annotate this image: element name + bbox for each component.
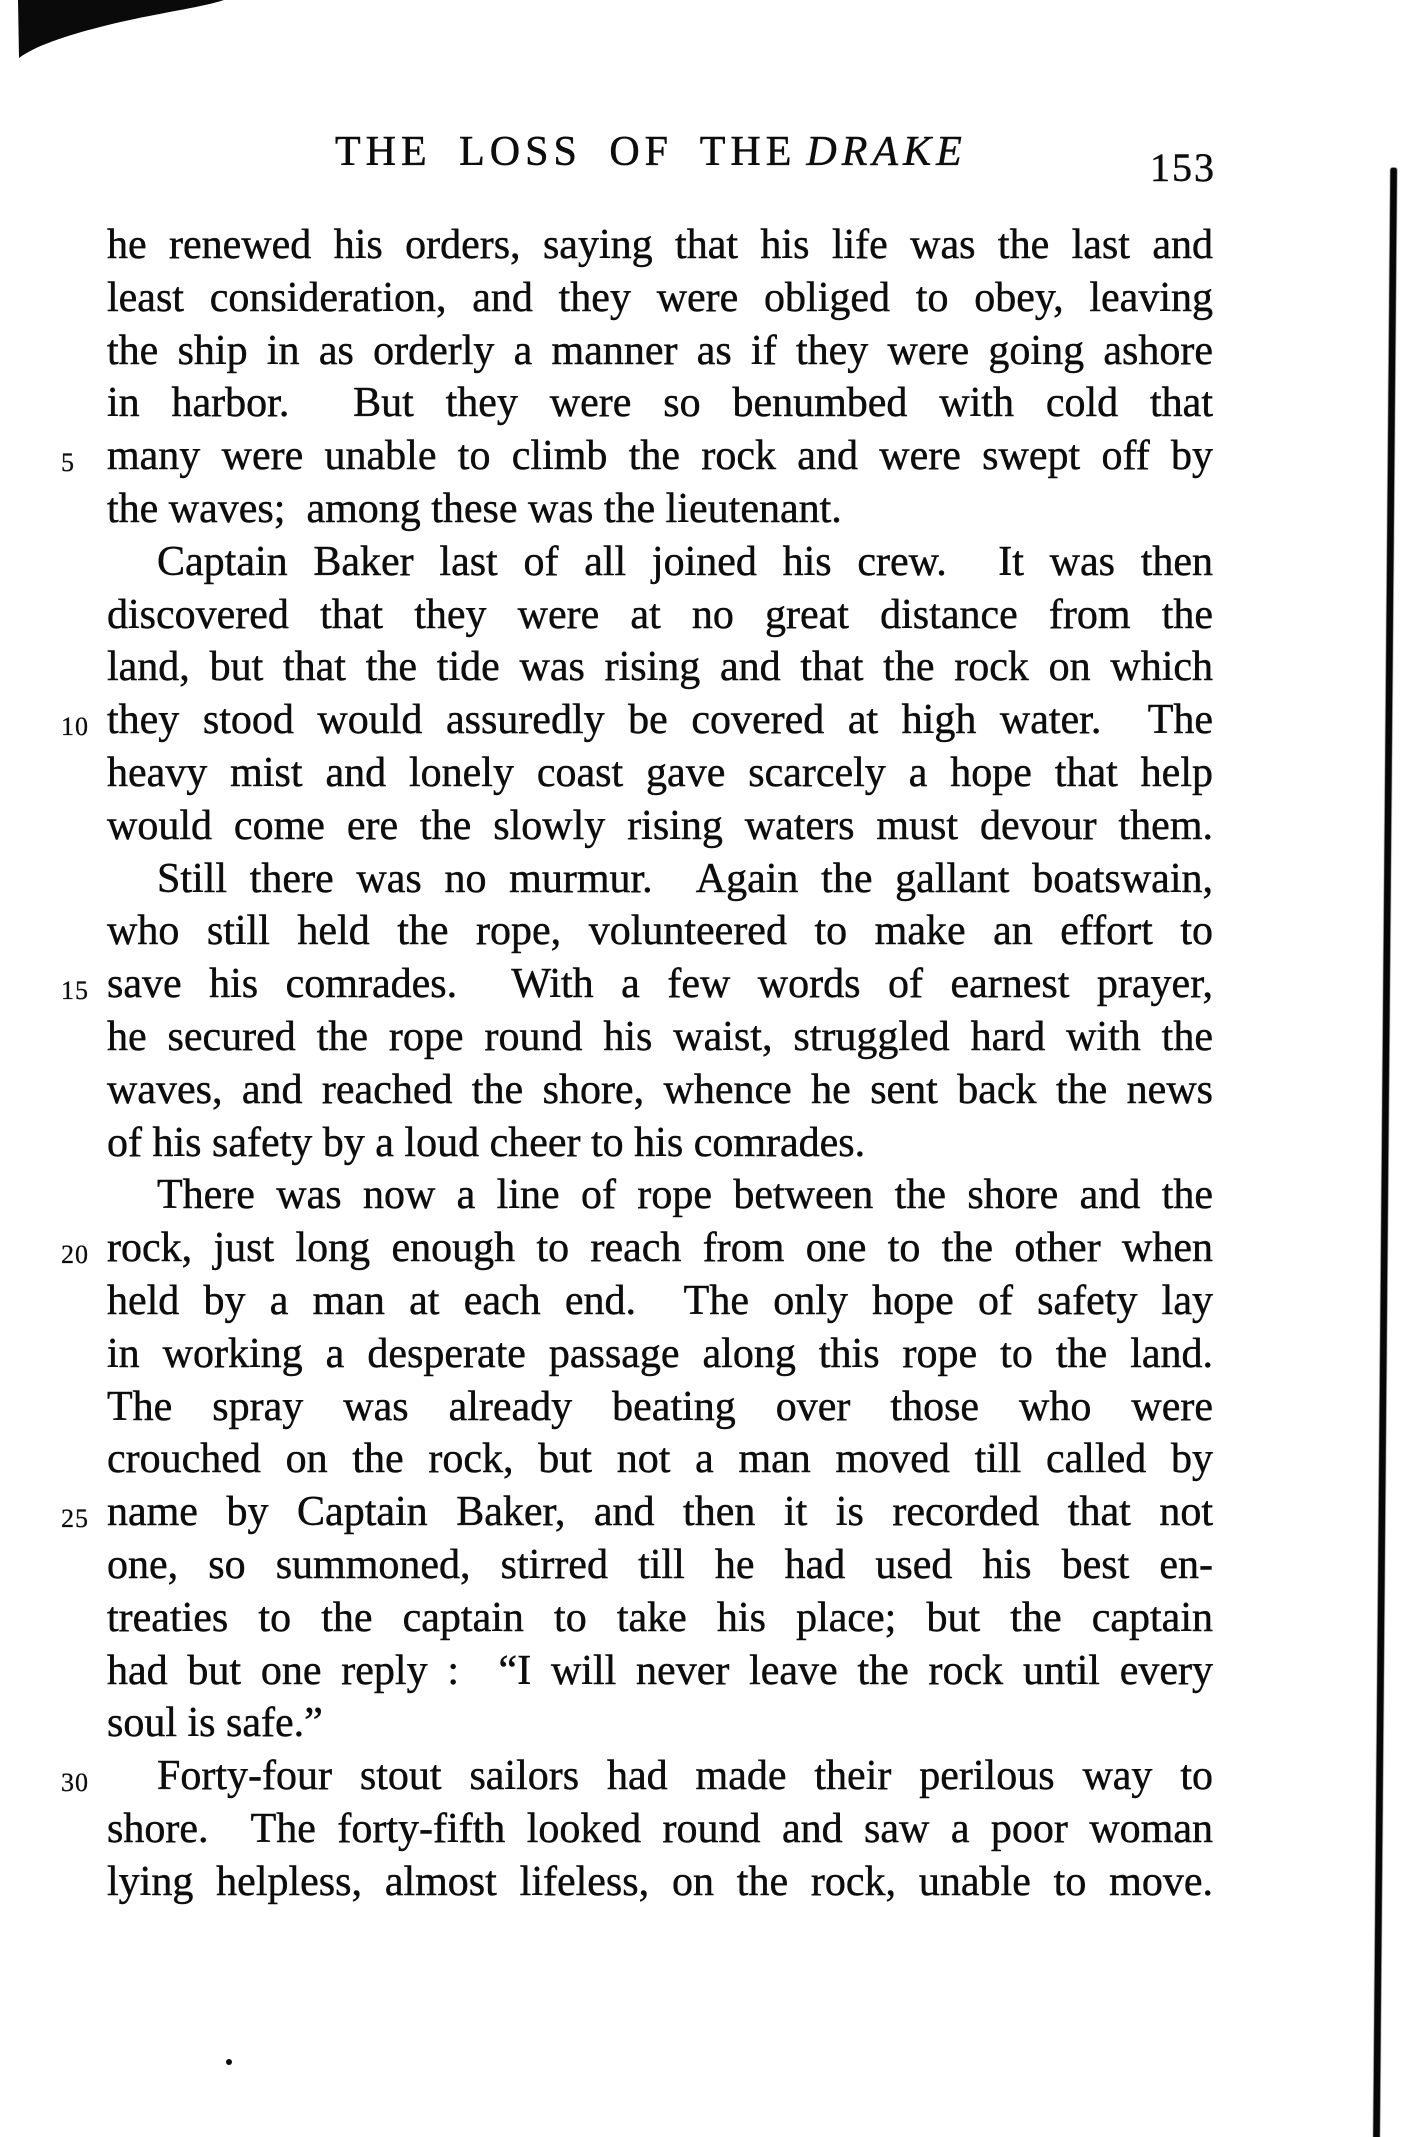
- text-line-content: heavy mist and lonely coast gave scarcely a hope that help: [107, 749, 1213, 796]
- text-line: [107, 1592, 1213, 1645]
- text-line: [107, 589, 1213, 642]
- body-text-block: [61, 219, 1213, 1909]
- page-number: 153: [1150, 145, 1216, 190]
- chapter-title-text: THE LOSS OF THE: [335, 129, 797, 175]
- text-line-content: had but one reply : “I will never leave the rock until every: [107, 1647, 1213, 1694]
- text-line-content: would come ere the slowly rising waters must devour them.: [107, 802, 1213, 849]
- text-line-content: treaties to the captain to take his place; but the captain: [107, 1594, 1213, 1641]
- text-line-content: waves, and reached the shore, whence he sent back the news: [107, 1066, 1213, 1113]
- text-line: [107, 1697, 1213, 1750]
- text-line-content: shore. The forty-fifth looked round and saw a poor woman: [107, 1805, 1213, 1852]
- text-line: [61, 1750, 1213, 1803]
- text-line: [107, 1381, 1213, 1434]
- text-line: [107, 1803, 1213, 1856]
- text-line-content: Captain Baker last of all joined his crew. It was then: [157, 538, 1213, 585]
- margin-line-number: 15: [61, 975, 89, 1005]
- text-line: [107, 272, 1213, 325]
- text-line: [107, 1011, 1213, 1064]
- text-line-content: they stood would assuredly be covered at high water. The: [107, 697, 1213, 744]
- text-line-content: he secured the rope round his waist, struggled hard with the: [107, 1013, 1213, 1060]
- text-line-content: in harbor. But they were so benumbed with cold that: [107, 380, 1213, 427]
- text-line-content: he renewed his orders, saying that his life was the last and: [107, 222, 1213, 268]
- text-line-content: the ship in as orderly a manner as if they were going ashore: [107, 327, 1213, 374]
- text-line: [61, 1222, 1213, 1275]
- text-line: [107, 1856, 1213, 1909]
- text-line-content: There was now a line of rope between the shore and the: [157, 1172, 1213, 1219]
- text-line: [107, 905, 1213, 958]
- text-line: [107, 1539, 1213, 1592]
- ink-speck-artifact: [226, 2059, 232, 2065]
- text-line-content: name by Captain Baker, and then it is recorded that not: [107, 1489, 1213, 1536]
- running-header: [0, 0, 1401, 200]
- text-line-content: crouched on the rock, but not a man moved till called by: [107, 1436, 1213, 1483]
- text-line-content: soul is safe.”: [107, 1700, 323, 1747]
- text-line: [107, 325, 1213, 378]
- text-line-content: save his comrades. With a few words of earnest prayer,: [107, 961, 1213, 1008]
- text-line: [107, 747, 1213, 800]
- text-line: [107, 1169, 1213, 1222]
- ship-name-italic: DRAKE: [806, 129, 967, 175]
- chapter-title: [335, 130, 967, 174]
- margin-line-number: 10: [61, 711, 89, 741]
- text-line-content: The spray was already beating over those who were: [107, 1383, 1213, 1430]
- text-line: [61, 430, 1213, 483]
- text-line-content: held by a man at each end. The only hope of safety lay: [107, 1277, 1213, 1324]
- margin-line-number: 30: [61, 1767, 89, 1797]
- text-line: [107, 1117, 1213, 1170]
- text-line: [107, 377, 1213, 430]
- text-line-content: lying helpless, almost lifeless, on the rock, unable to move.: [107, 1858, 1213, 1905]
- page-edge-scan-bar: [1373, 168, 1396, 2137]
- text-line-content: Still there was no murmur. Again the gallant boatswain,: [157, 855, 1213, 902]
- text-line-content: land, but that the tide was rising and that the rock on which: [107, 644, 1213, 691]
- text-line: [61, 1486, 1213, 1539]
- text-line-content: discovered that they were at no great distance from the: [107, 591, 1213, 638]
- text-line: [107, 536, 1213, 589]
- text-line: [107, 853, 1213, 906]
- text-line-content: one, so summoned, stirred till he had used his best en-: [107, 1541, 1213, 1588]
- text-line: [107, 1275, 1213, 1328]
- text-line: [107, 219, 1213, 272]
- text-line: [107, 1433, 1213, 1486]
- text-line-content: in working a desperate passage along this rope to the land.: [107, 1330, 1213, 1377]
- text-line-content: rock, just long enough to reach from one to the other when: [107, 1225, 1213, 1272]
- text-line-content: many were unable to climb the rock and were swept off by: [107, 433, 1213, 480]
- text-line: [107, 800, 1213, 853]
- text-line: [61, 694, 1213, 747]
- text-line: [107, 483, 1213, 536]
- text-line: [107, 1064, 1213, 1117]
- text-line-content: who still held the rope, volunteered to make an effort to: [107, 908, 1213, 955]
- text-line-content: least consideration, and they were obliged to obey, leaving: [107, 274, 1213, 321]
- text-line-content: Forty-four stout sailors had made their perilous way to: [157, 1753, 1213, 1800]
- margin-line-number: 25: [61, 1503, 89, 1533]
- margin-line-number: 5: [61, 447, 75, 477]
- text-line-content: the waves; among these was the lieutenant.: [107, 485, 842, 532]
- text-line: [107, 1328, 1213, 1381]
- text-line-content: of his safety by a loud cheer to his comrades.: [107, 1119, 866, 1166]
- text-line: [107, 641, 1213, 694]
- text-line: [107, 1645, 1213, 1698]
- text-line: [61, 958, 1213, 1011]
- margin-line-number: 20: [61, 1239, 89, 1269]
